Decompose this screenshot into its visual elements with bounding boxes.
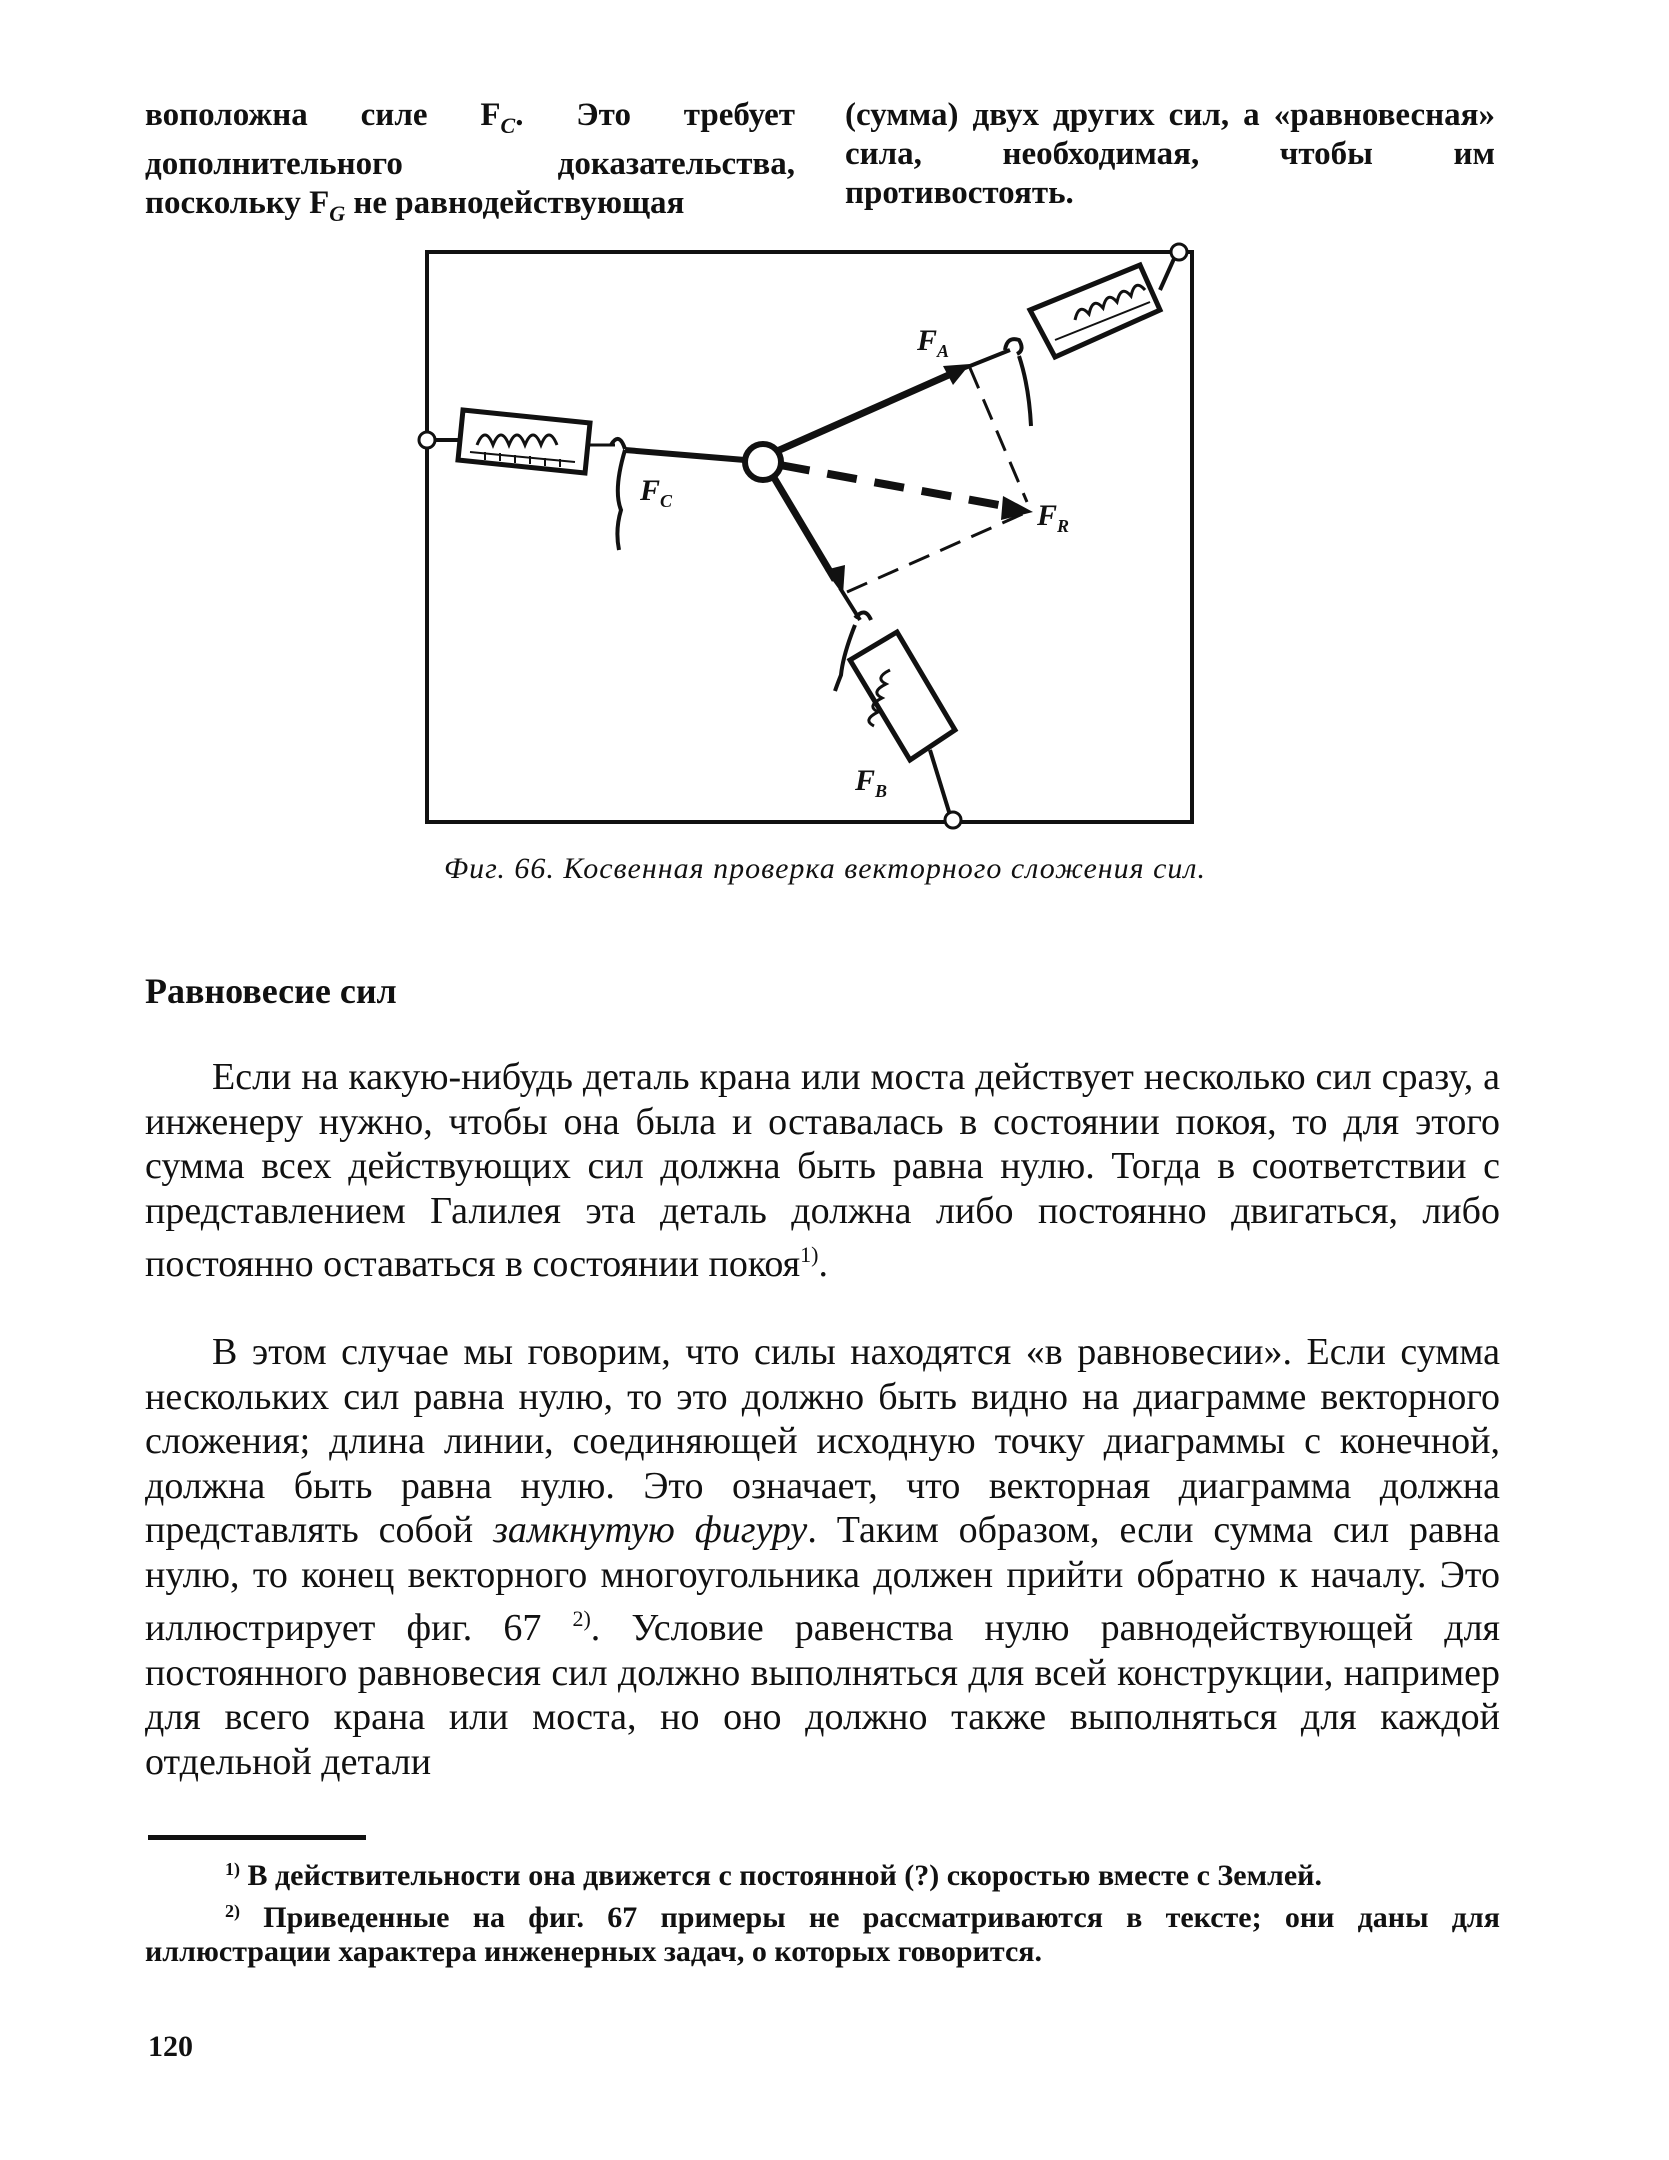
paragraph-1 <box>145 1055 1500 1287</box>
subscript-g: G <box>329 201 346 226</box>
parallelogram-side-b <box>847 512 1027 592</box>
label-fc: $F_C$ <box>640 474 673 511</box>
footnote-mark: 1) <box>225 1859 240 1879</box>
figure-caption: Фиг. 66. Косвенная проверка векторного сложения сил. <box>444 852 1206 885</box>
paragraph-text: . <box>818 1243 828 1285</box>
spring-balance-b <box>835 612 961 828</box>
emphasis-text: замкнутую фигуру <box>493 1509 808 1551</box>
top-right-column-text <box>845 96 1495 213</box>
footnote-ref-2[interactable]: 2) <box>572 1606 591 1631</box>
paragraph-text: В этом случае мы говорим, что силы находятся «в равновесии». Если сумма нескольких сил равна нулю, то это должно быть видно на диаграмме векторного сложения; длина линии, соединяющей исходную точку диаграммы с конечной, должна быть равна нулю. Это означает, что векторная диаграмма должна представлять собой <box>145 1331 1500 1551</box>
text-fragment: воположна силе F <box>145 97 501 133</box>
vector-fr <box>780 465 1015 508</box>
page-number: 120 <box>148 2030 193 2063</box>
text-fragment: (сумма) двух других сил, а «равновесная» сила, необходимая, чтобы им противостоять. <box>845 97 1495 211</box>
section-heading: Равновесие сил <box>145 971 397 1011</box>
paragraph-text: . Таким образом, если сумма сил равна нулю, то конец векторного многоугольника должен прийти обратно к началу. Это иллюстрирует фиг. 67 <box>145 1509 1500 1649</box>
vector-fa <box>775 370 960 452</box>
footnotes <box>145 1852 1500 1970</box>
footnote-mark: 2) <box>225 1900 240 1921</box>
top-left-column-text <box>145 96 795 233</box>
text-fragment: . Это требует дополнительного доказательства, поскольку F <box>145 97 795 221</box>
figure-66-force-diagram <box>415 240 1235 840</box>
footnote-2 <box>145 1894 1500 1970</box>
spring-balance-a <box>1005 244 1187 426</box>
text-fragment: не равнодействующая <box>345 185 685 221</box>
spring-balance-c <box>419 410 625 550</box>
footnote-text: Приведенные на фиг. 67 примеры не рассматриваются в тексте; они даны для иллюстрации характера инженерных задач, о которых говорится. <box>145 1900 1500 1968</box>
paragraph-text: . Условие равенства нулю равнодействующей для постоянного равновесия сил должно выполняться для всей конструкции, например для всего крана или моста, но оно должно также выполняться для каждой отдельной детали <box>145 1607 1501 1783</box>
paragraph-text: Если на какую-нибудь деталь крана или моста действует несколько сил сразу, а инженеру нужно, чтобы она была и оставалась в состоянии покоя, то для этого сумма всех действующих сил должна быть равна нулю. Тогда в соответствии с представлением Галилея эта деталь должна либо постоянно двигаться, либо постоянно оставаться в состоянии покоя <box>145 1056 1500 1285</box>
footnote-1 <box>145 1852 1500 1894</box>
label-fb: $F_B$ <box>855 764 888 801</box>
vector-fb <box>773 476 835 580</box>
paragraph-2 <box>145 1330 1500 1784</box>
footnote-ref-1[interactable]: 1) <box>800 1242 819 1267</box>
parallelogram-side-a <box>970 368 1027 502</box>
rope-c <box>625 450 745 460</box>
label-fr: $F_R$ <box>1037 499 1070 536</box>
label-fa: $F_A$ <box>917 324 950 361</box>
footnote-text: В действительности она движется с постоянной (?) скоростью вместе с Землей. <box>247 1859 1322 1892</box>
footnote-divider <box>148 1835 366 1840</box>
subscript-c: C <box>500 113 516 138</box>
